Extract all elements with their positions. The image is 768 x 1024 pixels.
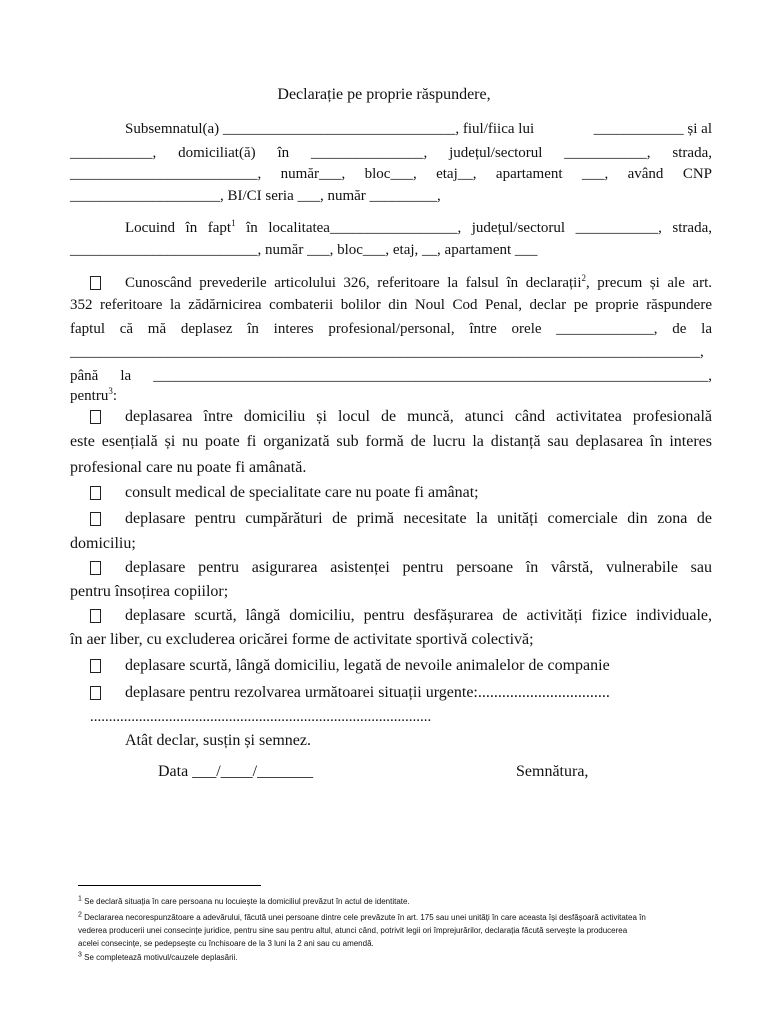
declaration-line-2: 352 referitoare la zădărnicirea combaterii bolilor din Noul Cod Penal, declar pe proprie răspundere	[70, 297, 712, 313]
residence-line-2: _________________________, număr ___, bloc___, etaj, __, apartament ___	[70, 242, 538, 258]
identity-line-1a: Subsemnatul(a) _______________________________, fiul/fiica lui	[125, 121, 535, 137]
option-shopping-checkbox[interactable]	[90, 512, 101, 526]
option-exercise-checkbox[interactable]	[90, 609, 101, 623]
footnote-2-line-3: acelei consecințe, se pedepsește cu închisoare de la 3 luni la 2 ani sau cu amendă.	[78, 939, 374, 948]
identity-line-3: _________________________, număr___, bloc___, etaj__, apartament ___, având CNP	[70, 166, 712, 182]
identity-line-1b: ____________ și al	[593, 121, 712, 137]
option-shopping-line-2: domiciliu;	[70, 535, 136, 552]
option-work-checkbox[interactable]	[90, 410, 101, 424]
declaration-checkbox[interactable]	[90, 276, 101, 290]
declaration-line-6: pentru$^3$:	[70, 386, 117, 404]
declaration-line-5: până la __________________________________________________________________________,	[70, 368, 712, 384]
page-title: Declarație pe proprie răspundere,	[277, 86, 491, 103]
identity-line-2: ___________, domiciliat(ă) în _______________, județul/sectorul ___________, strada,	[70, 145, 712, 161]
declaration-line-3: faptul că mă deplasez în interes profesional/personal, între orele _____________, de la	[70, 321, 712, 337]
date-field[interactable]: Data ___/____/_______	[158, 763, 314, 780]
option-work-line-3: profesional care nu poate fi amânată.	[70, 459, 307, 476]
option-exercise-line-1: deplasare scurtă, lângă domiciliu, pentru desfășurarea de activități fizice individuale,	[125, 607, 712, 624]
option-urgent-checkbox[interactable]	[90, 686, 101, 700]
identity-line-4: ____________________, BI/CI seria ___, număr _________,	[70, 188, 441, 204]
footnote-3: $^3$ Se completează motivul/cauzele deplasării.	[78, 951, 238, 962]
option-assistance-checkbox[interactable]	[90, 561, 101, 575]
footnote-1: $^1$ Se declară situația în care persoana nu locuiește la domiciliul prevăzut în actul de identitate.	[78, 895, 410, 906]
footnote-divider	[78, 885, 261, 886]
option-medical-label: consult medical de specialitate care nu poate fi amânat;	[125, 484, 479, 501]
option-pets-label: deplasare scurtă, lângă domiciliu, legată de nevoile animalelor de companie	[125, 657, 610, 674]
residence-line-1: Locuind în fapt$^1$ în localitatea_________________, județul/sectorul ___________, strada,	[125, 218, 712, 236]
option-urgent-label: deplasare pentru rezolvarea următoarei situații urgente:.................................	[125, 684, 610, 701]
footnote-2: $^2$ Declararea necorespunzătoare a adevărului, făcută unei persoane dintre cele prevăzute în art. 175 sau unei unități în care aceasta își desfășoară activitatea în	[78, 911, 646, 922]
option-exercise-line-2: în aer liber, cu excluderea oricărei forme de activitate sportivă colectivă;	[70, 631, 534, 648]
declaration-line-1: Cunoscând prevederile articolului 326, referitoare la falsul în declarații$^2$, precum și ale art.	[125, 273, 712, 291]
option-shopping-line-1: deplasare pentru cumpărături de primă necesitate la unități comerciale din zona de	[125, 510, 712, 527]
option-pets-checkbox[interactable]	[90, 659, 101, 673]
footnote-2-line-2: vederea producerii unei consecințe juridice, pentru sine sau pentru altul, atunci când, potrivit legii ori împrejurărilor, declarația făcută servește la producerea	[78, 926, 628, 935]
option-medical-checkbox[interactable]	[90, 486, 101, 500]
declaration-line-4: ____________________________________________________________________________________,	[70, 344, 704, 360]
option-assistance-line-1: deplasare pentru asigurarea asistenței pentru persoane în vârstă, vulnerabile sau	[125, 559, 712, 576]
option-assistance-line-2: pentru însoțirea copiilor;	[70, 583, 229, 600]
option-work-line-2: este esențială și nu poate fi organizată sub formă de lucru la distanță sau deplasarea în interes	[70, 433, 712, 450]
closing-statement: Atât declar, susțin și semnez.	[125, 732, 311, 749]
signature-label: Semnătura,	[516, 763, 589, 780]
option-urgent-dotted-line: ...........................................................................................	[90, 709, 432, 725]
option-work-line-1: deplasarea între domiciliu și locul de muncă, atunci când activitatea profesională	[125, 408, 712, 425]
